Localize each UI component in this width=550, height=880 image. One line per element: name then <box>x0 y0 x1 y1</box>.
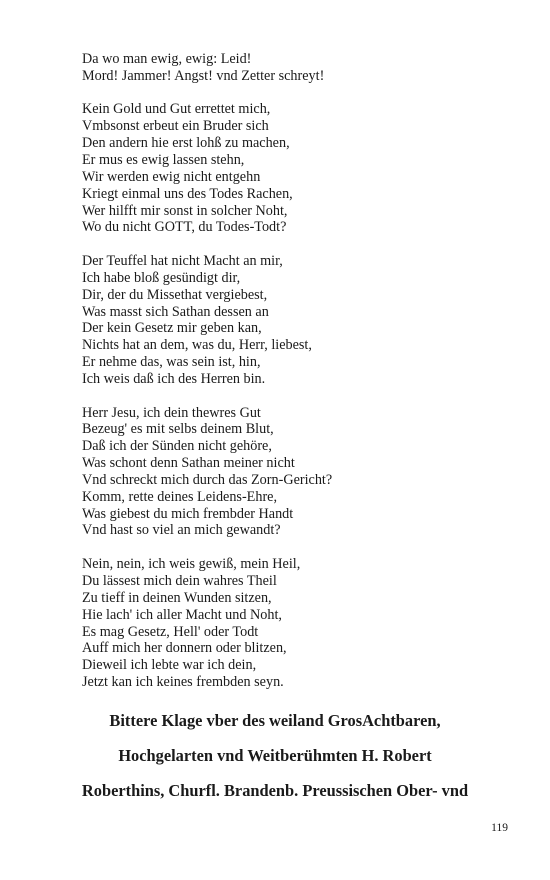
poem-line: Herr Jesu, ich dein thewres Gut <box>82 404 261 421</box>
stanza-5 <box>82 556 482 691</box>
poem <box>82 51 482 691</box>
poem-line: Ich habe bloß gesündigt dir, <box>82 269 241 286</box>
poem-line: Kriegt einmal uns des Todes Rachen, <box>82 185 293 202</box>
poem-line: Komm, rette deines Leidens-Ehre, <box>82 488 278 505</box>
poem-line: Der kein Gesetz mir geben kan, <box>82 320 262 337</box>
poem-line: Vmbsonst erbeut ein Bruder sich <box>82 118 269 135</box>
poem-line: Bezeug' es mit selbs deinem Blut, <box>82 421 274 438</box>
poem-line: Daß ich der Sünden nicht gehöre, <box>82 438 272 455</box>
poem-line: Dir, der du Missethat vergiebest, <box>82 286 268 303</box>
poem-line: Wir werden ewig nicht entgehn <box>82 168 261 185</box>
poem-line: Kein Gold und Gut errettet mich, <box>82 101 271 118</box>
poem-line: Er mus es ewig lassen stehn, <box>82 152 245 169</box>
poem-line: Der Teuffel hat nicht Macht an mir, <box>82 253 283 270</box>
page-number: 119 <box>491 822 508 834</box>
section-heading-line: Roberthins, Churfl. Brandenb. Preussischen Ober- vnd <box>81 781 469 800</box>
poem-line: Was schont denn Sathan meiner nicht <box>82 455 295 472</box>
poem-line: Jetzt kan ich keines frembden seyn. <box>82 674 284 691</box>
poem-line: Wer hilfft mir sonst in solcher Noht, <box>82 202 288 219</box>
stanza-3 <box>82 253 482 388</box>
poem-line: Auff mich her donnern oder blitzen, <box>82 640 287 657</box>
poem-line: Zu tieff in deinen Wunden sitzen, <box>82 589 272 606</box>
poem-line: Vnd hast so viel an mich gewandt? <box>82 522 281 539</box>
poem-line: Ich weis daß ich des Herren bin. <box>82 370 266 387</box>
poem-line: Er nehme das, was sein ist, hin, <box>82 354 261 371</box>
poem-line: Nein, nein, ich weis gewiß, mein Heil, <box>82 556 301 573</box>
poem-line: Nichts hat an dem, was du, Herr, liebest, <box>82 337 312 354</box>
poem-line: Es mag Gesetz, Hell' oder Todt <box>82 623 259 640</box>
stanza-4 <box>82 405 482 540</box>
poem-line: Was giebest du mich frembder Handt <box>82 505 294 522</box>
section-heading-line: Hochgelarten vnd Weitberühmten H. Robert <box>118 746 432 765</box>
poem-line: Den andern hie erst lohß zu machen, <box>82 135 290 152</box>
stanza-1 <box>82 51 482 85</box>
poem-line: Hie lach' ich aller Macht und Noht, <box>82 606 282 623</box>
poem-line: Da wo man ewig, ewig: Leid! <box>82 51 252 67</box>
poem-line: Vnd schreckt mich durch das Zorn-Gericht? <box>82 471 333 488</box>
stanza-2 <box>82 101 482 236</box>
poem-line: Wo du nicht GOTT, du Todes-Todt? <box>82 219 287 236</box>
poem-line: Dieweil ich lebte war ich dein, <box>82 657 257 674</box>
poem-line: Mord! Jammer! Angst! vnd Zetter schreyt! <box>82 67 325 84</box>
poem-line: Du lässest mich dein wahres Theil <box>82 572 277 589</box>
poem-line: Was masst sich Sathan dessen an <box>82 303 269 320</box>
section-heading-line: Bittere Klage vber des weiland GrosAchtbaren, <box>109 711 441 730</box>
